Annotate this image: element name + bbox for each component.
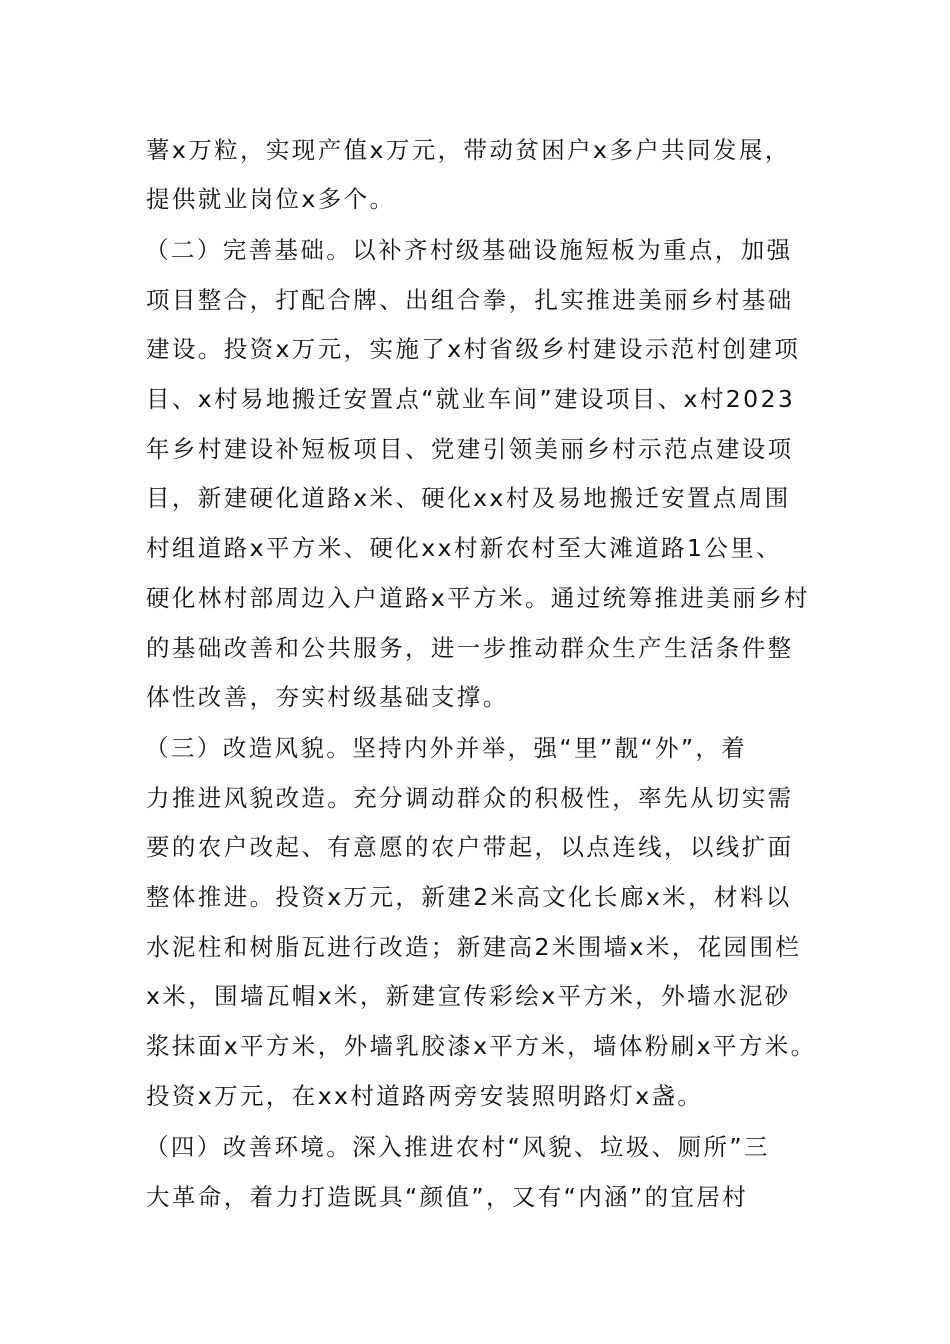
text-line: 目、x村易地搬迁安置点“就业车间”建设项目、x村2023 xyxy=(146,385,796,413)
text-line: 体性改善，夯实村级基础支撑。 xyxy=(146,683,509,711)
section-heading-line: （三）改造风貌。坚持内外并举，强“里”靓“外”，着 xyxy=(145,734,748,762)
text-line: 村组道路x平方米、硬化xx村新农村至大滩道路1公里、 xyxy=(146,534,783,562)
text-line: 薯x万粒，实现产值x万元，带动贫困户x多户共同发展， xyxy=(146,136,791,164)
text-line: 投资x万元，在xx村道路两旁安装照明路灯x盏。 xyxy=(146,1082,704,1110)
text-line: 硬化林村部周边入户道路x平方米。通过统筹推进美丽乡村 xyxy=(146,584,810,612)
text-line: x米，围墙瓦帽x米，新建宣传彩绘x平方米，外墙水泥砂 xyxy=(146,982,791,1010)
section-heading-line: （二）完善基础。以补齐村级基础设施短板为重点，加强 xyxy=(145,236,793,264)
section-heading-line: （四）改善环境。深入推进农村“风貌、垃圾、厕所”三 xyxy=(145,1133,770,1161)
text-line: 提供就业岗位x多个。 xyxy=(146,185,396,213)
text-line: 的基础改善和公共服务，进一步推动群众生产生活条件整 xyxy=(146,634,794,662)
text-line: 浆抹面x平方米，外墙乳胶漆x平方米，墙体粉刷x平方米。 xyxy=(146,1032,817,1060)
text-line: 年乡村建设补短板项目、党建引领美丽乡村示范点建设项 xyxy=(146,435,794,463)
text-line: 水泥柱和树脂瓦进行改造；新建高2米围墙x米，花园围栏 xyxy=(146,933,802,961)
text-line: 要的农户改起、有意愿的农户带起，以点连线，以线扩面 xyxy=(146,833,794,861)
text-line: 整体推进。投资x万元，新建2米高文化长廊x米，材料以 xyxy=(146,883,792,911)
text-line: 项目整合，打配合牌、出组合拳，扎实推进美丽乡村基础 xyxy=(146,286,794,314)
text-line: 目，新建硬化道路x米、硬化xx村及易地搬迁安置点周围 xyxy=(146,484,791,512)
text-line: 建设。投资x万元，实施了x村省级乡村建设示范村创建项 xyxy=(146,335,801,363)
text-line: 大革命，着力打造既具“颜值”，又有“内涵”的宜居村 xyxy=(146,1183,749,1211)
text-line: 力推进风貌改造。充分调动群众的积极性，率先从切实需 xyxy=(146,784,794,812)
